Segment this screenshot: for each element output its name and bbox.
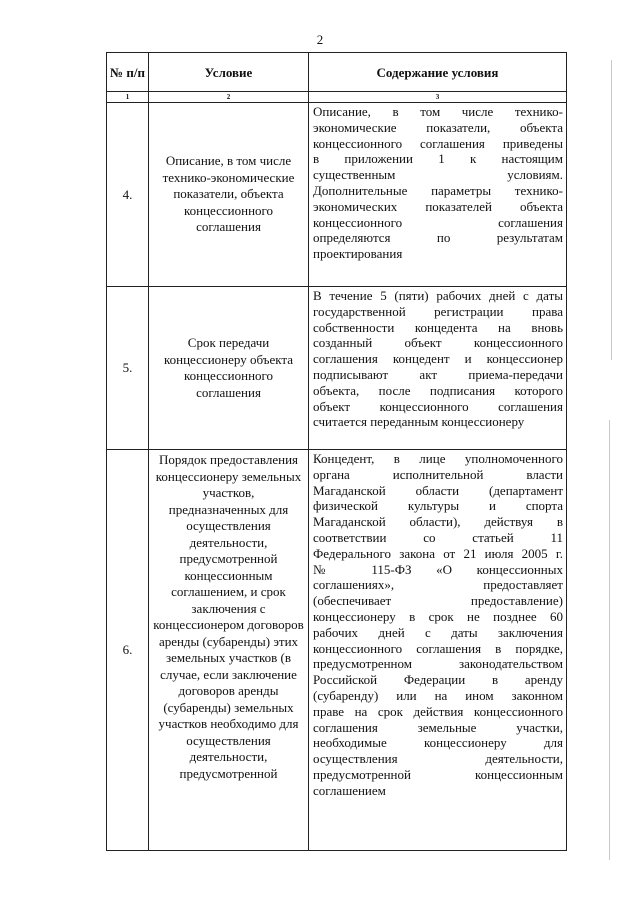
row-number: 4. [107,103,149,287]
content-line: органа исполнительной власти [313,466,563,482]
content-line: созданный объект концессионного [313,335,563,351]
row-number: 6. [107,450,149,851]
content-line: предусмотренной концессионным [313,766,563,782]
content-line: концессионного соглашения [313,214,563,230]
content-cell [309,103,567,287]
content-cell [309,450,567,851]
content-line: соглашения концедент и концессионер [313,351,563,367]
content-line: осуществления деятельности, [313,751,563,767]
column-index: 1 [107,92,149,103]
condition-cell: Порядок предоставления концессионеру земельных участков, предназначенных для осуществления деятельности, предусмотренной концессионным соглашением, и срок заключения с концессионером договоров аренды (субаренды) этих земельных участков (в случае, если заключение договоров аренды (субаренды) земельных участков необходимо для осуществления деятельности, предусмотренной [149,450,309,851]
column-index: 2 [149,92,309,103]
content-line: государственной регистрации права [313,303,563,319]
page-number: 2 [316,32,324,47]
table-row [107,450,567,851]
content-line: физической культуры и спорта [313,498,563,514]
content-line: экономических показателей объекта [313,198,563,214]
condition-cell: Описание, в том числе технико-экономические показатели, объекта концессионного соглашения [149,103,309,287]
scan-edge-line [611,60,612,360]
content-line: Российской Федерации в аренду [313,672,563,688]
content-line: соответствии со статьей 11 [313,529,563,545]
content-line: в приложении 1 к настоящим [313,151,563,167]
content-line: соглашениях», предоставляет [313,577,563,593]
content-line: экономические показатели, объекта [313,119,563,135]
content-line: № 115-ФЗ «О концессионных [313,561,563,577]
content-line: (обеспечивает предоставление) [313,593,563,609]
content-line: соглашением [313,782,386,798]
content-line: рабочих дней с даты заключения [313,624,563,640]
header-content: Содержание условия [309,53,567,92]
row-number: 5. [107,287,149,450]
column-index-row [107,92,567,103]
table-header-row [107,53,567,92]
content-line: праве на срок действия концессионного [313,703,563,719]
content-line: соглашения земельные участки, [313,719,563,735]
content-line: (субаренду) или на ином законном [313,687,563,703]
content-line: считается переданным концессионеру [313,414,525,430]
condition-cell: Срок передачи концессионеру объекта концессионного соглашения [149,287,309,450]
content-line: проектирования [313,246,403,262]
content-line: Концедент, в лице уполномоченного [313,451,563,466]
content-line: концессионного соглашения приведены [313,135,563,151]
header-condition: Условие [149,53,309,92]
content-cell [309,287,567,450]
content-line: концессионного соглашения в порядке, [313,640,563,656]
content-line: определяются по результатам [313,230,563,246]
content-line: Магаданской области (департамент [313,482,563,498]
content-line: необходимые концессионеру для [313,735,563,751]
column-index: 3 [309,92,567,103]
content-line: предусмотренном законодательством [313,656,563,672]
content-line: Описание, в том числе технико- [313,104,563,119]
content-line: Дополнительные параметры технико- [313,182,563,198]
conditions-table [106,52,567,851]
content-line: концессионеру в срок не позднее 60 [313,608,563,624]
header-number: № п/п [107,53,149,92]
content-line: подписывают акт приема-передачи [313,366,563,382]
content-line: существенным условиям. [313,167,563,183]
table-row [107,103,567,287]
table-row [107,287,567,450]
content-line: Федерального закона от 21 июля 2005 г. [313,545,563,561]
content-line: собственности концедента на вновь [313,319,563,335]
content-line: объект концессионного соглашения [313,398,563,414]
content-line: объекта, после подписания которого [313,382,563,398]
scan-edge-line [609,420,610,860]
content-line: В течение 5 (пяти) рабочих дней с даты [313,288,563,303]
content-line: Магаданской области), действуя в [313,514,563,530]
